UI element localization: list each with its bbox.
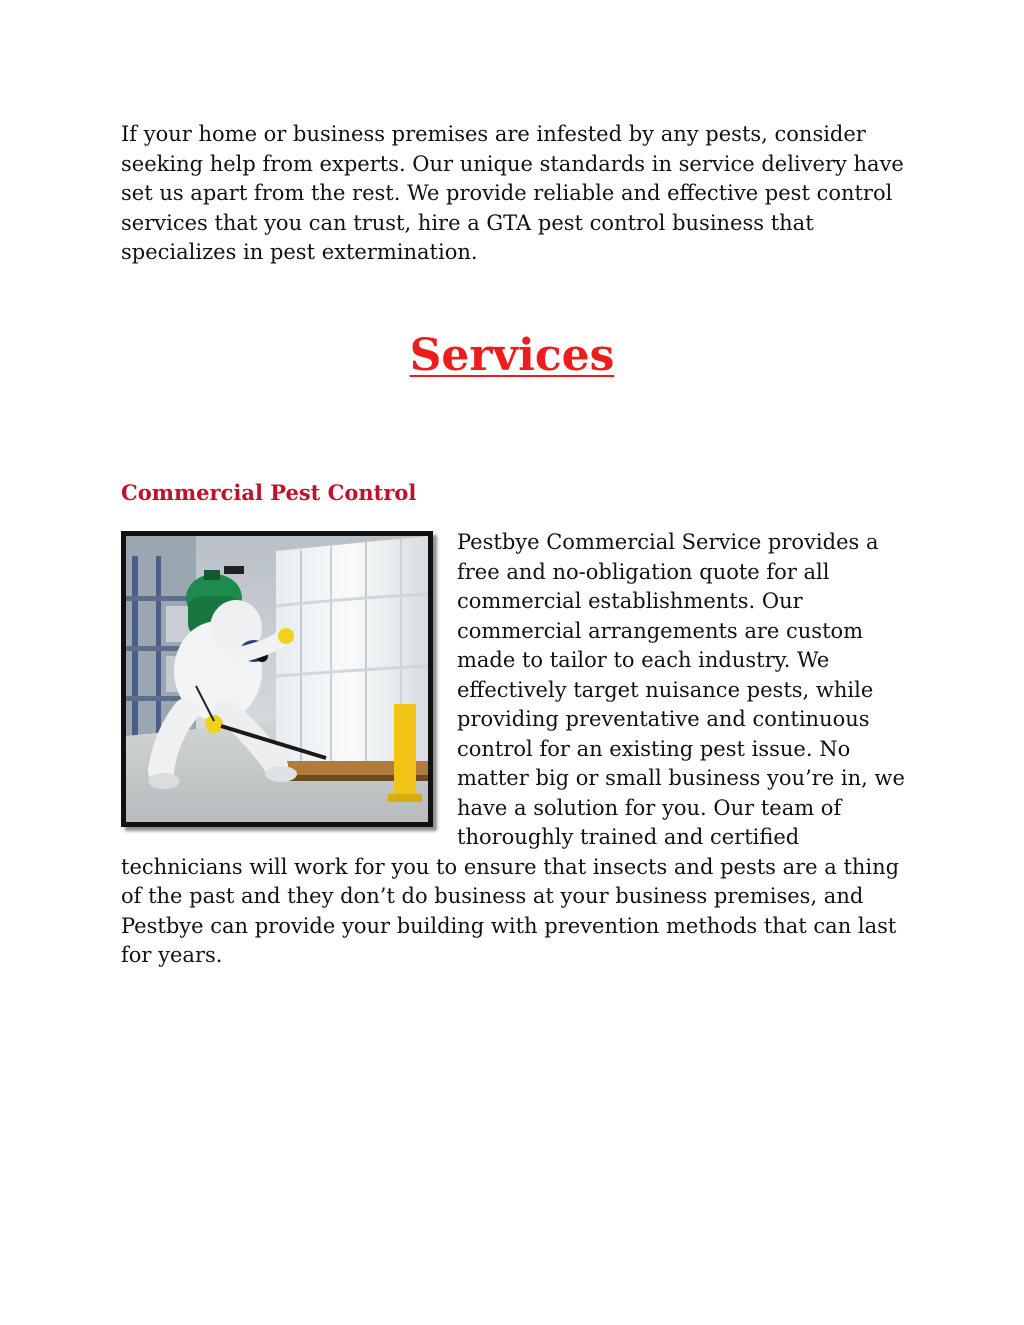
photo-illustration — [126, 536, 428, 822]
commercial-service-section — [121, 528, 911, 971]
intro-paragraph: If your home or business premises are infested by any pests, consider seeking help from experts. Our unique standards in service delivery have set us apart from the rest. We provide reliable and effective pest control services that you can trust, hire a GTA pest control business that specializes in pest extermination. — [121, 122, 904, 264]
pest-control-technician-photo — [121, 531, 433, 827]
commercial-service-body: Pestbye Commercial Service provides a free and no-obligation quote for all commercial establishments. Our commercial arrangements are custom made to tailor to each industry. We effectively target nuisance pests, while providing preventative and continuous control for an existing pest issue. No matter big or small business you’re in, we have a solution for you. Our team of thoroughly trained and certified technicians will work for you to ensure that insects and pests are a thing of the past and they don’t do business at your business premises, and Pestbye can provide your building with prevention methods that can last for years. — [121, 530, 905, 967]
commercial-pest-control-heading: Commercial Pest Control — [121, 480, 417, 505]
services-heading: Services — [409, 330, 615, 381]
